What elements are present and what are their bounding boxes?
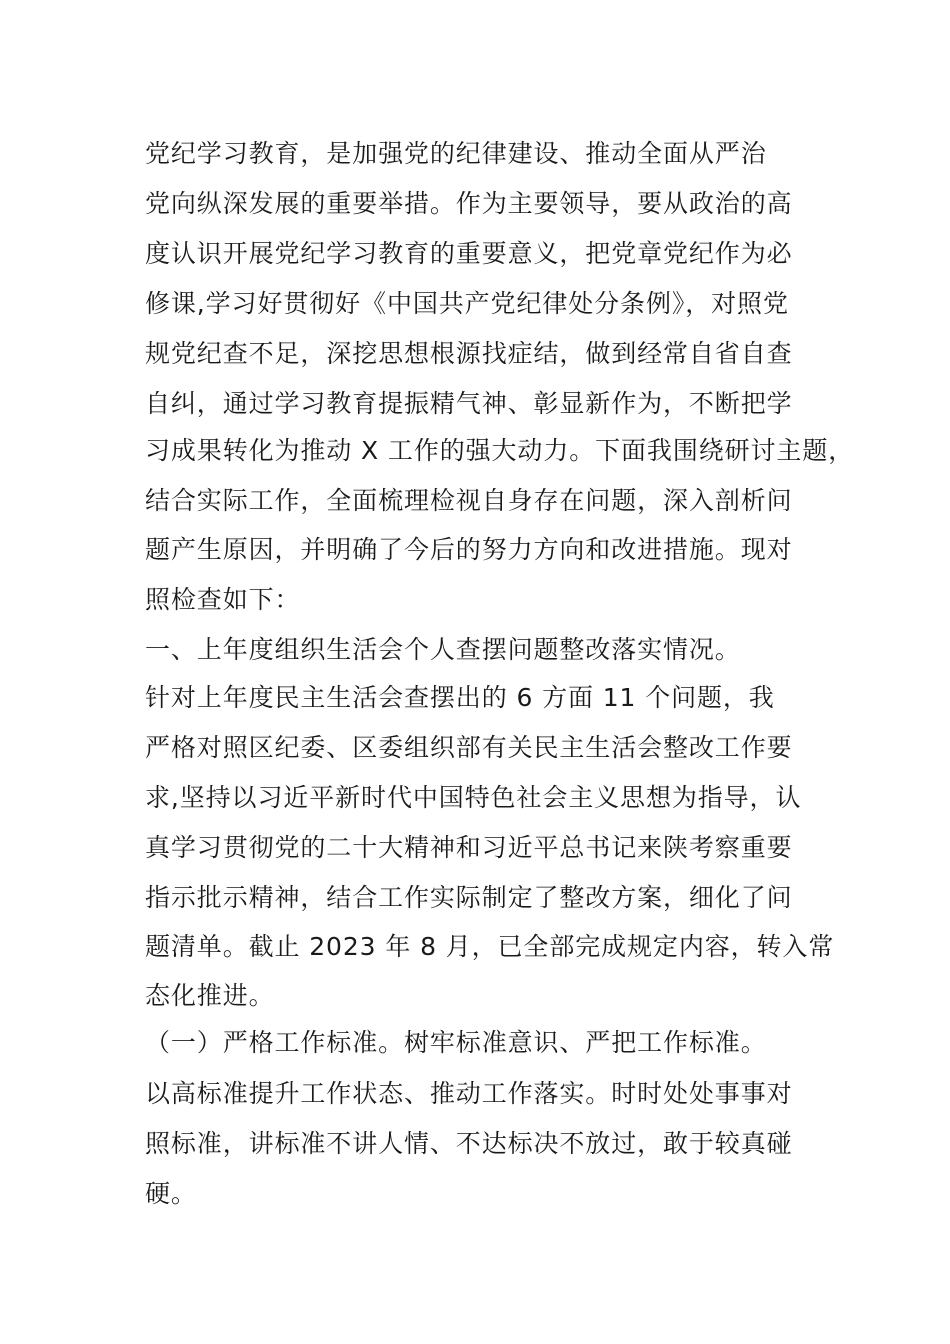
text-line: 态化推进。	[145, 981, 275, 1010]
text-line: 严格对照区纪委、区委组织部有关民主生活会整改工作要	[145, 733, 793, 762]
text-line: 修课,学习好贯彻好《中国共产党纪律处分条例》，对照党	[145, 289, 789, 318]
text-line: 照标准，讲标准不讲人情、不达标决不放过，敢于较真碰	[145, 1129, 793, 1158]
text-line: 求,坚持以习近平新时代中国特色社会主义思想为指导，认	[145, 783, 802, 812]
text-line: 规党纪查不足，深挖思想根源找症结，做到经常自省自查	[145, 339, 793, 368]
text-line: 党向纵深发展的重要举措。作为主要领导，要从政治的高	[145, 189, 793, 218]
text-line: 硬。	[145, 1179, 197, 1208]
text-line: 真学习贯彻党的二十大精神和习近平总书记来陕考察重要	[145, 833, 793, 862]
text-line: 习成果转化为推动 X 工作的强大动力。下面我围绕研讨主题，	[145, 436, 855, 465]
text-line: 题产生原因，并明确了今后的努力方向和改进措施。现对	[145, 535, 793, 564]
text-line: 指示批示精神，结合工作实际制定了整改方案，细化了问	[145, 883, 793, 912]
text-line: 以高标准提升工作状态、推动工作落实。时时处处事事对	[145, 1079, 793, 1108]
text-line: 针对上年度民主生活会查摆出的 6 方面 11 个问题，我	[145, 683, 775, 712]
text-line: 党纪学习教育，是加强党的纪律建设、推动全面从严治	[145, 139, 767, 168]
text-line: 结合实际工作，全面梳理检视自身存在问题，深入剖析问	[145, 486, 793, 515]
text-line: 自纠，通过学习教育提振精气神、彰显新作为，不断把学	[145, 389, 793, 418]
section-heading: 一、上年度组织生活会个人查摆问题整改落实情况。	[145, 635, 741, 664]
text-line: 题清单。截止 2023 年 8 月，已全部完成规定内容，转入常	[145, 932, 835, 961]
text-line: 度认识开展党纪学习教育的重要意义，把党章党纪作为必	[145, 239, 793, 268]
text-line: 照检查如下：	[145, 585, 301, 614]
subsection-heading: （一）严格工作标准。树牢标准意识、严把工作标准。	[145, 1028, 767, 1057]
